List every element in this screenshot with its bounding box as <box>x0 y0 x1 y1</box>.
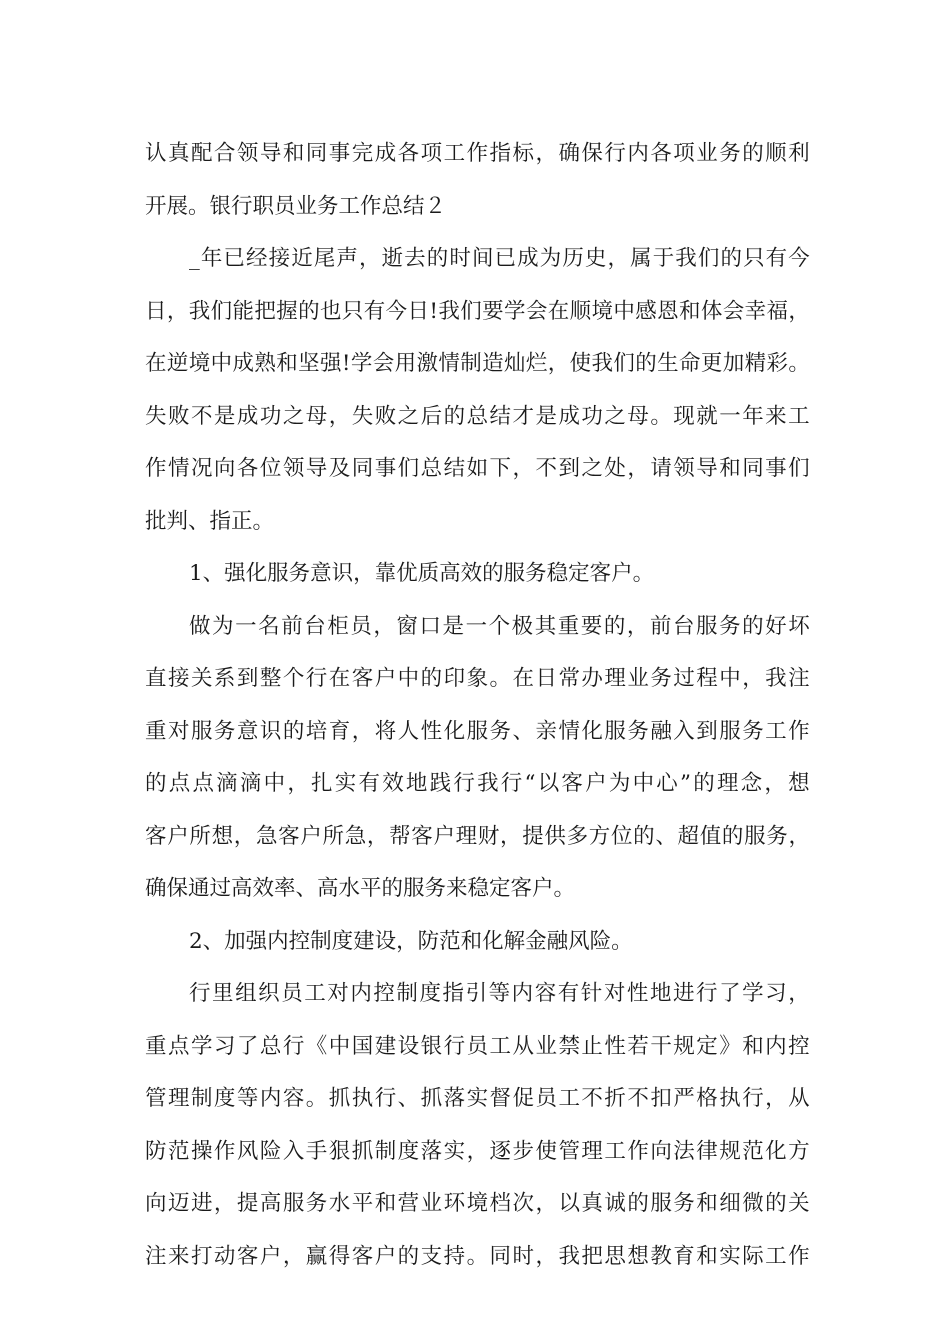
text-line: 认 真 配 合 领 导 和 同 事 完 成 各 项 工 作 指 标 ， 确 保 行 内 各 项 业 务 的 顺 利 <box>145 141 810 166</box>
text-line: 客 户 所 想 ， 急 客 户 所 急 ， 帮 客 户 理 财 ， 提 供 多 方 位 的 、 超 值 的 服 务 ， <box>145 823 810 849</box>
text-line: 1、强化服务意识，靠优质高效的服务稳定客户。 <box>189 561 655 586</box>
text-line: 管 理 制 度 等 内 容 。 抓 执 行 、 抓 落 实 督 促 员 工 不 折 不 扣 严 格 执 行 ， 从 <box>145 1086 810 1111</box>
text-line: 防 范 操 作 风 险 入 手 狠 抓 制 度 落 实 ， 逐 步 使 管 理 工 作 向 法 律 规 范 化 方 <box>145 1138 810 1164</box>
text-line: 直 接 关 系 到 整 个 行 在 客 户 中 的 印 象 。 在 日 常 办 理 业 务 过 程 中 ， 我 注 <box>145 666 810 691</box>
text-line: 重 对 服 务 意 识 的 培 育 ， 将 人 性 化 服 务 、 亲 情 化 服 务 融 入 到 服 务 工 作 <box>145 718 810 744</box>
text-line: 2、加强内控制度建设，防范和化解金融风险。 <box>189 928 633 954</box>
text-line: 开展。银行职员业务工作总结２ <box>145 193 447 219</box>
text-line: 向 迈 进 ， 提 高 服 务 水 平 和 营 业 环 境 档 次 ， 以 真 诚 的 服 务 和 细 微 的 关 <box>145 1191 810 1216</box>
text-line: 行 里 组 织 员 工 对 内 控 制 度 指 引 等 内 容 有 针 对 性 地 进 行 了 学 习 ， <box>189 981 810 1006</box>
text-line: 在 逆 境 中 成 熟 和 坚 强 ! 学 会 用 激 情 制 造 灿 烂 ， 使 我 们 的 生 命 更 加 精 彩 。 <box>145 351 810 376</box>
document-body <box>145 128 810 1283</box>
text-line: 注 来 打 动 客 户 ， 赢 得 客 户 的 支 持 。 同 时 ， 我 把 思 想 教 育 和 实 际 工 作 <box>145 1243 810 1269</box>
text-line: 确保通过高效率、高水平的服务来稳定客户。 <box>145 876 576 901</box>
text-line: 重 点 学 习 了 总 行 《 中 国 建 设 银 行 员 工 从 业 禁 止 性 若 干 规 定 》 和 内 控 <box>145 1033 810 1059</box>
text-line: 作 情 况 向 各 位 领 导 及 同 事 们 总 结 如 下 ， 不 到 之 处 ， 请 领 导 和 同 事 们 <box>145 456 810 481</box>
text-line: 做 为 一 名 前 台 柜 员 ， 窗 口 是 一 个 极 其 重 要 的 ， 前 台 服 务 的 好 坏 <box>189 613 810 639</box>
text-line: 的 点 点 滴 滴 中 ， 扎 实 有 效 地 践 行 我 行 “ 以 客 户 为 中 心 ” 的 理 念 ， 想 <box>145 771 810 796</box>
text-line: 失 败 不 是 成 功 之 母 ， 失 败 之 后 的 总 结 才 是 成 功 之 母 。 现 就 一 年 来 工 <box>145 403 810 429</box>
text-line: _ 年 已 经 接 近 尾 声 ， 逝 去 的 时 间 已 成 为 历 史 ， 属 于 我 们 的 只 有 今 <box>189 246 810 271</box>
text-line: 批判、指正。 <box>145 508 275 534</box>
text-line: 日 ， 我 们 能 把 握 的 也 只 有 今 日 ! 我 们 要 学 会 在 顺 境 中 感 恩 和 体 会 幸 福 ， <box>145 298 810 324</box>
